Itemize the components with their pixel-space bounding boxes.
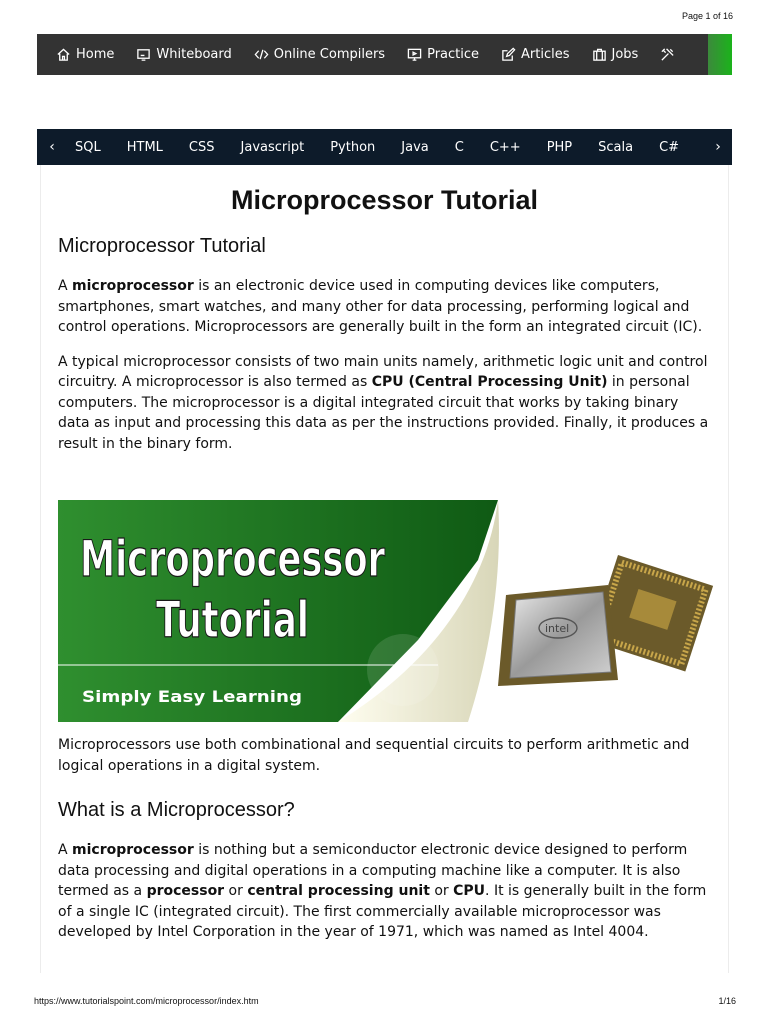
paragraph-units: A typical microprocessor consists of two main units namely, arithmetic logic unit and control circuitry. A microprocessor is also termed as CPU (Central Processing Unit) in personal computers. The microprocessor is a digital integrated circuit that works by taking binary data as input and processing this data as per the instructions provided. Finally, it produces a result in the binary form. [58, 353, 709, 452]
tag-css[interactable]: CSS [188, 139, 215, 155]
paragraph-circuits: Microprocessors use both combinational and sequential circuits to perform arithmetic and logical operations in a digital system. [58, 737, 690, 774]
nav-item-jobs[interactable] [592, 47, 639, 62]
cpu-chip-front [498, 585, 618, 686]
chip-brand-label: intel [545, 622, 570, 635]
code-icon [254, 47, 269, 62]
tag-c[interactable]: C [454, 139, 464, 155]
article-content [40, 165, 729, 973]
nav-item-home[interactable] [56, 47, 114, 62]
nav-item-label: Jobs [611, 47, 639, 62]
scroll-left-arrow[interactable]: ‹ [49, 139, 55, 155]
paragraph-intro: A microprocessor is an electronic device used in computing devices like computers, smartphones, smart watches, and many other for data processing, performing logical and control operations. Microprocessors are generally built in the form an integrated circuit (IC). [58, 278, 703, 335]
monitor-icon [407, 47, 422, 62]
nav-item-whiteboard[interactable] [136, 47, 231, 62]
top-navigation [37, 34, 732, 75]
page-title: Microprocessor Tutorial [230, 185, 539, 215]
nav-item-articles[interactable] [501, 47, 569, 62]
paragraph-definition: A microprocessor is nothing but a semiconductor electronic device designed to perform data processing and digital operations in a computing machine like a computer. It is also termed as a processor or central processing unit or CPU. It is generally built in the form of a single IC (integrated circuit). The first commercially available microprocessor was developed by Intel Corporation in the year of 1971, which was named as Intel 4004. [58, 842, 707, 940]
nav-item-label: Whiteboard [156, 47, 232, 62]
banner-title-line1: Microprocessor [80, 530, 386, 588]
banner-tagline: Simply Easy Learning [82, 687, 302, 706]
tag-csharp[interactable]: C# [659, 139, 680, 155]
nav-item-tools[interactable] [660, 47, 680, 62]
tag-javascript[interactable]: Javascript [240, 139, 305, 155]
nav-item-label: Articles [521, 47, 570, 62]
tag-sql[interactable]: SQL [75, 139, 101, 155]
footer-page-number: 1/16 [718, 996, 736, 1006]
nav-item-practice[interactable] [407, 47, 479, 62]
tag-java[interactable]: Java [401, 139, 429, 155]
tutorial-banner-image [58, 500, 715, 722]
section-heading: Microprocessor Tutorial [58, 235, 266, 257]
tools-icon [660, 47, 675, 62]
section-heading-what-is: What is a Microprocessor? [58, 799, 295, 821]
nav-item-label: Practice [427, 47, 480, 62]
tag-python[interactable]: Python [330, 139, 376, 155]
tag-scala[interactable]: Scala [598, 139, 634, 155]
whiteboard-icon [136, 47, 151, 62]
scroll-right-arrow[interactable]: › [710, 139, 726, 155]
tag-cpp[interactable]: C++ [489, 139, 521, 155]
edit-icon [501, 47, 516, 62]
footer-url: https://www.tutorialspoint.com/microprocessor/index.htm [34, 996, 259, 1006]
nav-item-label: Online Compilers [273, 47, 386, 62]
nav-item-label: Home [76, 47, 115, 62]
language-tag-bar [37, 129, 732, 165]
briefcase-icon [592, 47, 607, 62]
nav-green-edge [708, 34, 732, 75]
home-icon [56, 47, 71, 62]
banner-title-line2: Tutorial [156, 591, 309, 649]
nav-item-online-compilers[interactable] [254, 47, 385, 62]
page-counter: Page 1 of 16 [681, 11, 733, 21]
tag-php[interactable]: PHP [546, 139, 573, 155]
tag-html[interactable]: HTML [126, 139, 163, 155]
